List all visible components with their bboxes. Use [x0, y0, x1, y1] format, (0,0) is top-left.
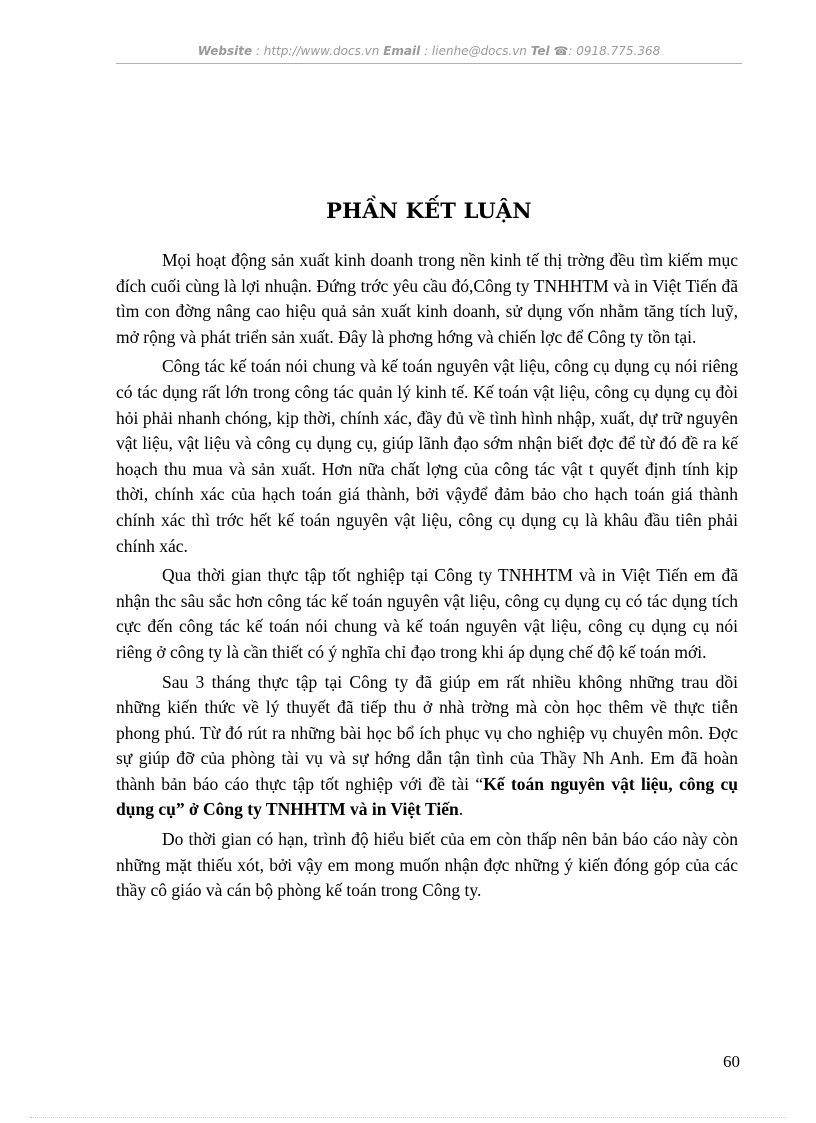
tel-value: ☎: 0918.775.368 — [553, 44, 661, 58]
page-header — [116, 44, 742, 58]
tel-label: Tel — [530, 44, 550, 58]
email-value: : lienhe@docs.vn — [424, 44, 527, 58]
paragraph-4-end: . — [458, 799, 464, 820]
website-value: : http://www.docs.vn — [255, 44, 380, 58]
website-label: Website — [197, 44, 253, 58]
paragraph-4-text: Sau 3 tháng thực tập tại Công ty đã giúp em rất nhiều không những trau dồi những kiến thức về lý thuyết đã tiếp thu ở nhà trờng mà còn học thêm về thực tiễn phong phú. Từ đó rút ra những bài học bổ ích phục vụ cho nghiệp vụ chuyên môn. Đợc sự giúp đỡ của phòng tài vụ và sự hớng dẫn tận tình của Thầy Nh Anh. Em đã hoàn thành bản báo cáo thực tập tốt nghiệp với đề tài “ — [116, 671, 738, 794]
body-text — [116, 248, 738, 908]
paragraph-5: Do thời gian có hạn, trình độ hiểu biết của em còn thấp nên bản báo cáo này còn những mặt thiếu xót, bởi vậy em mong muốn nhận đợc những ý kiến đóng góp của các thầy cô giáo và cán bộ phòng kế toán trong Công ty. — [116, 829, 738, 901]
paragraph-4 — [116, 670, 738, 824]
footer-divider — [30, 1117, 786, 1118]
thesis-title: Kế toán nguyên vật liệu, công cụ dụng cụ” ở Công ty TNHHTM và in Việt Tiến — [116, 773, 738, 820]
email-label: Email — [383, 44, 421, 58]
paragraph-2: Công tác kế toán nói chung và kế toán nguyên vật liệu, công cụ dụng cụ nói riêng có tác dụng rất lớn trong công tác quản lý kinh tế. Kế toán vật liệu, công cụ dụng cụ đòi hỏi phải nhanh chóng, kịp thời, chính xác, đầy đủ về tình hình nhập, xuất, dự trữ nguyên vật liệu, vật liệu và công cụ dụng cụ, giúp lãnh đạo sớm nhận biết đợc để từ đó đề ra kế hoạch thu mua và sản xuất. Hơn nữa chất lợng của công tác vật t quyết định tính kịp thời, chính xác của hạch toán giá thành, bởi vậyđể đảm bảo cho hạch toán giá thành chính xác thì trớc hết kế toán nguyên vật liệu, công cụ dụng cụ là khâu đầu tiên phải chính xác. — [116, 356, 738, 556]
header-divider — [116, 63, 742, 64]
section-title: PHẦN KẾT LUẬN — [326, 198, 532, 223]
paragraph-1: Mọi hoạt động sản xuất kinh doanh trong nền kinh tế thị trờng đều tìm kiếm mục đích cuối cùng là lợi nhuận. Đứng trớc yêu cầu đó,Công ty TNHHTM và in Việt Tiến đã tìm con đờng nâng cao hiệu quả sản xuất kinh doanh, sử dụng vốn nhằm tăng tích luỹ, mở rộng và phát triển sản xuất. Đây là phơng hớng và chiến lợc để Công ty tồn tại. — [116, 250, 738, 347]
page-number: 60 — [723, 1052, 740, 1071]
paragraph-3: Qua thời gian thực tập tốt nghiệp tại Công ty TNHHTM và in Việt Tiến em đã nhận thc sâu sắc hơn công tác kế toán nguyên vật liệu, công cụ dụng cụ có tác dụng tích cực đến công tác kế toán nói chung và kế toán nguyên vật liệu, công cụ dụng cụ nói riêng ở công ty là cần thiết có ý nghĩa chỉ đạo trong khi áp dụng chế độ kế toán mới. — [116, 565, 738, 662]
